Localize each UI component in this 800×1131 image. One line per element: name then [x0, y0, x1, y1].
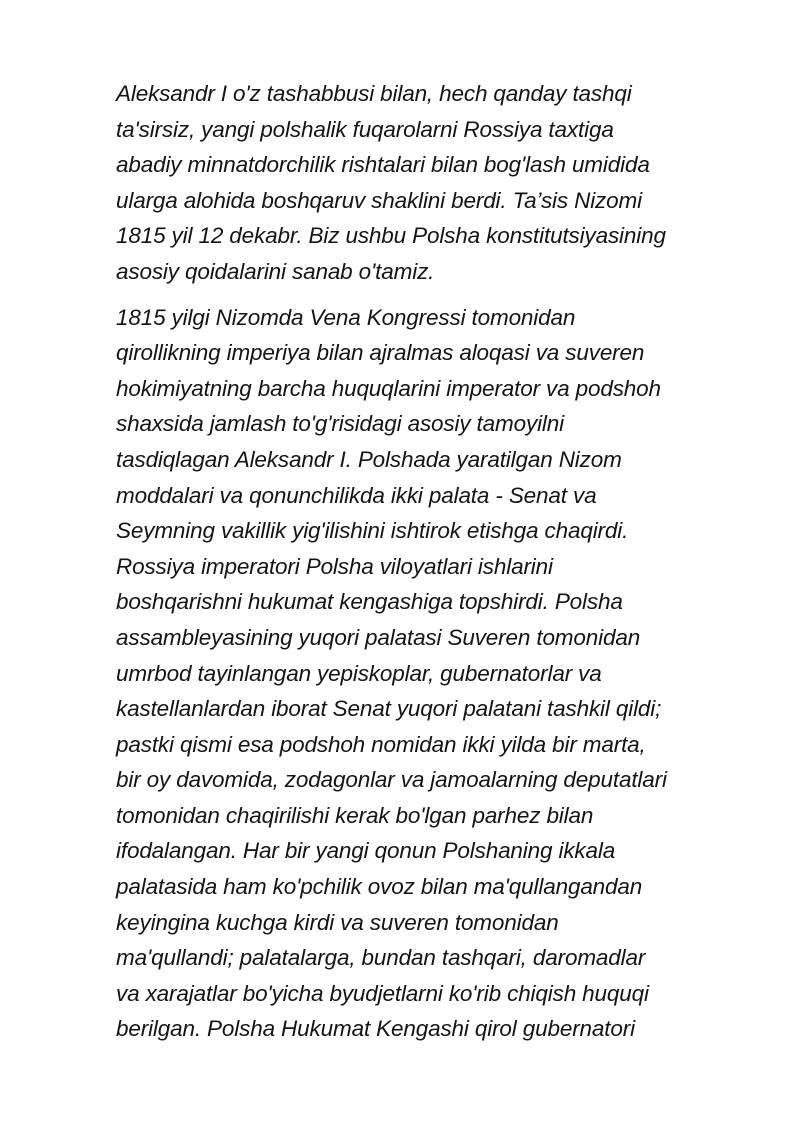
text-line: qirollikning imperiya bilan ajralmas aloqasi va suveren [116, 340, 645, 366]
text-line: boshqarishni hukumat kengashiga topshirdi. Polsha [116, 589, 623, 615]
text-line: bir oy davomida, zodagonlar va jamoalarning deputatlari [116, 767, 667, 793]
text-line: 1815 yilgi Nizomda Vena Kongressi tomonidan [116, 304, 576, 330]
text-line: 1815 yil 12 dekabr. Biz ushbu Polsha konstitutsiyasining [116, 223, 666, 249]
text-line: assambleyasining yuqori palatasi Suveren tomonidan [116, 624, 641, 650]
paragraph-2 [116, 300, 766, 1047]
text-line: ifodalangan. Har bir yangi qonun Polshaning ikkala [116, 838, 616, 864]
text-line: shaxsida jamlash to'g'risidagi asosiy tamoyilni [116, 411, 564, 437]
text-line: pastki qismi esa podshoh nomidan ikki yilda bir marta, [116, 731, 646, 757]
text-line: kastellanlardan iborat Senat yuqori palatani tashkil qildi; [116, 696, 662, 722]
text-line: umrbod tayinlangan yepiskoplar, gubernatorlar va [116, 660, 602, 686]
text-line: asosiy qoidalarini sanab o'tamiz. [116, 258, 435, 284]
text-line: abadiy minnatdorchilik rishtalari bilan bog'lash umidida [116, 152, 650, 178]
document-body [116, 76, 766, 1047]
text-line: berilgan. Polsha Hukumat Kengashi qirol gubernatori [116, 1016, 635, 1042]
text-line: Aleksandr I o'z tashabbusi bilan, hech qanday tashqi [116, 81, 632, 106]
text-line: tasdiqlagan Aleksandr I. Polshada yaratilgan Nizom [116, 446, 622, 472]
text-line: moddalari va qonunchilikda ikki palata - Senat va [116, 482, 597, 508]
text-line: palatasida ham ko'pchilik ovoz bilan ma'qullangandan [116, 874, 643, 900]
text-line: va xarajatlar bo'yicha byudjetlarni ko'rib chiqish huquqi [116, 980, 649, 1006]
text-line: hokimiyatning barcha huquqlarini imperator va podshoh [116, 375, 661, 401]
text-line: Seymning vakillik yig'ilishini ishtirok etishga chaqirdi. [116, 518, 629, 544]
text-line: tomonidan chaqirilishi kerak bo'lgan parhez bilan [116, 802, 594, 828]
text-line: ta'sirsiz, yangi polshalik fuqarolarni Rossiya taxtiga [116, 116, 614, 142]
text-line: ularga alohida boshqaruv shaklini berdi. Ta’sis Nizomi [116, 187, 642, 213]
text-line: keyingina kuchga kirdi va suveren tomonidan [116, 909, 559, 935]
text-line: Rossiya imperatori Polsha viloyatlari ishlarini [116, 553, 553, 579]
paragraph-1 [116, 76, 766, 290]
text-line: ma'qullandi; palatalarga, bundan tashqari, daromadlar [116, 945, 646, 971]
